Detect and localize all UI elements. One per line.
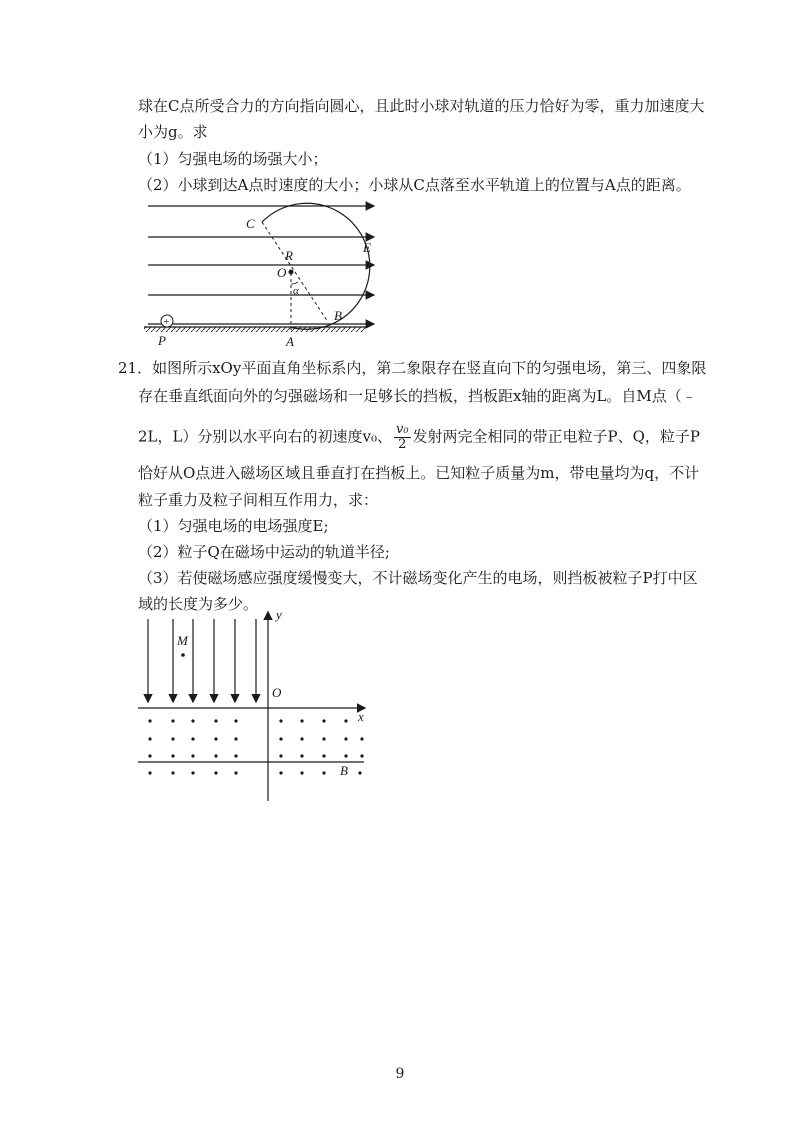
fraction-denominator: 2 <box>398 437 407 452</box>
point-m <box>181 653 185 657</box>
p20-question-2: （2）小球到达A点时速度的大小；小球从C点落至水平轨道上的位置与A点的距离。 <box>138 176 691 194</box>
velocity-fraction <box>394 423 411 452</box>
p20-figure <box>138 200 388 352</box>
fraction-numerator: v₀ <box>395 422 409 437</box>
p21-question-1: （1）匀强电场的电场强度E; <box>138 517 329 535</box>
p20-question-1: （1）匀强电场的场强大小； <box>138 150 328 168</box>
svg-text:+: + <box>163 317 170 328</box>
label-m: M <box>177 633 188 648</box>
label-o: O <box>277 265 287 280</box>
p21-line-3-pre: 2L，L）分别以水平向右的初速度v₀、 <box>138 427 392 446</box>
p21-line-3-post: 发射两完全相同的带正电粒子P、Q，粒子P <box>412 427 701 446</box>
p21-question-3: （3）若使磁场感应强度缓慢变大，不计磁场变化产生的电场，则挡板被粒子P打中区 <box>138 569 698 587</box>
label-alpha: α <box>293 285 299 297</box>
label-e: E <box>363 240 371 255</box>
label-o: O <box>272 685 282 700</box>
p21-question-3-cont: 域的长度为多少。 <box>138 595 259 613</box>
p21-line-1: 21．如图所示xOy平面直角坐标系内，第二象限存在竖直向下的匀强电场，第三、四象限 <box>118 359 707 377</box>
label-r: R <box>285 248 293 263</box>
p21-line-2: 存在垂直纸面向外的匀强磁场和一足够长的挡板，挡板距x轴的距离为L。自M点（﹣ <box>138 387 697 405</box>
page-number: 9 <box>395 1066 405 1082</box>
p21-question-2: （2）粒子Q在磁场中运动的轨道半径; <box>138 543 390 561</box>
label-c: C <box>246 216 255 231</box>
b-field-dots <box>148 719 363 774</box>
center-point <box>289 270 294 275</box>
angle-arc <box>291 282 298 284</box>
p21-line-3 <box>138 423 700 452</box>
label-p: P <box>158 333 166 348</box>
label-a: A <box>286 334 294 349</box>
p21-line-5: 粒子重力及粒子间相互作用力，求： <box>138 491 379 509</box>
label-b: B <box>334 308 342 323</box>
p21-figure <box>138 605 378 805</box>
label-y: y <box>276 607 282 622</box>
p20-line-1: 球在C点所受合力的方向指向圆心，且此时小球对轨道的压力恰好为零，重力加速度大 <box>138 97 705 115</box>
ground-hatch <box>144 327 366 332</box>
label-b: B <box>340 763 348 778</box>
p21-line-4: 恰好从O点进入磁场区域且垂直打在挡板上。已知粒子质量为m，带电量均为q，不计 <box>138 464 700 482</box>
p20-line-2: 小为g。求 <box>138 123 208 141</box>
label-x: x <box>358 709 364 724</box>
